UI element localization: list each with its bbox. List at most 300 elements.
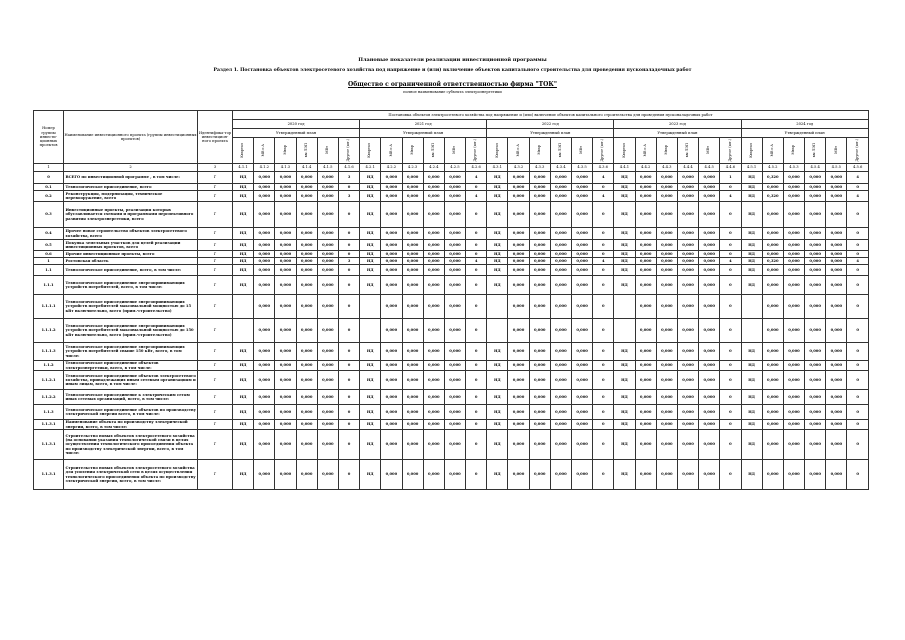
row-value: 0,000 bbox=[805, 390, 826, 405]
row-value: 0,000 bbox=[762, 240, 783, 251]
row-value: 0,000 bbox=[381, 405, 402, 420]
row-value: 0,000 bbox=[317, 361, 338, 371]
row-value: 0,000 bbox=[317, 265, 338, 276]
row-value: 0,000 bbox=[423, 420, 444, 430]
row-value: 0,000 bbox=[805, 295, 826, 319]
row-value: НД bbox=[360, 405, 381, 420]
row-value: 0,000 bbox=[805, 240, 826, 251]
table-row bbox=[34, 258, 869, 265]
row-value: 0,000 bbox=[550, 361, 571, 371]
row-value: 0 bbox=[593, 240, 614, 251]
column-number: 4.5.2 bbox=[762, 164, 783, 172]
row-value: 0 bbox=[338, 420, 359, 430]
row-value: 0,000 bbox=[656, 184, 677, 191]
row-value: НД bbox=[360, 251, 381, 258]
column-number: 4.2.2 bbox=[381, 164, 402, 172]
row-name: ВСЕГО по инвестиционной программе , в том числе: bbox=[64, 172, 198, 184]
row-value: 0,000 bbox=[677, 430, 698, 460]
row-value: 0,000 bbox=[444, 460, 465, 490]
row-value: 0,000 bbox=[656, 343, 677, 361]
row-value: НД bbox=[360, 228, 381, 240]
row-value: 0,000 bbox=[677, 319, 698, 343]
row-value: 0 bbox=[338, 390, 359, 405]
organization-name: Общество с ограниченной ответственностью фирма "ТОК" bbox=[348, 81, 557, 88]
row-value: 0,000 bbox=[444, 343, 465, 361]
row-value: 0,000 bbox=[402, 172, 423, 184]
row-value: 0,000 bbox=[783, 240, 804, 251]
row-value: 0,000 bbox=[635, 361, 656, 371]
row-id: Г bbox=[198, 251, 233, 258]
row-value: 0,000 bbox=[508, 295, 529, 319]
row-id: Г bbox=[198, 390, 233, 405]
row-value: 0,000 bbox=[783, 172, 804, 184]
row-value: 0,000 bbox=[402, 258, 423, 265]
row-value: 0,000 bbox=[783, 319, 804, 343]
row-name: Технологическое присоединение объектов по производству электрической энергии всего, в том числе: bbox=[64, 405, 198, 420]
row-value: 0 bbox=[720, 361, 741, 371]
row-value: 0 bbox=[593, 390, 614, 405]
row-name: Технологическое присоединение, всего bbox=[64, 184, 198, 191]
row-value: 0,000 bbox=[656, 251, 677, 258]
row-value: 0 bbox=[466, 295, 487, 319]
row-value: 0,000 bbox=[762, 361, 783, 371]
table-row bbox=[34, 202, 869, 228]
row-value: 0,000 bbox=[444, 420, 465, 430]
row-value: 4 bbox=[466, 258, 487, 265]
row-value: НД bbox=[233, 251, 254, 258]
row-value: НД bbox=[487, 240, 508, 251]
row-value: 0 bbox=[720, 460, 741, 490]
header-sub-label: Другое (шт.) bbox=[600, 138, 605, 162]
row-value: 0 bbox=[338, 371, 359, 390]
row-value: НД bbox=[741, 390, 762, 405]
row-value bbox=[614, 319, 635, 343]
row-value: 0 bbox=[720, 343, 741, 361]
row-value: НД bbox=[487, 202, 508, 228]
row-value: 0 bbox=[338, 343, 359, 361]
row-value: НД bbox=[614, 405, 635, 420]
row-value: 0,000 bbox=[677, 191, 698, 202]
row-value: НД bbox=[741, 258, 762, 265]
row-value: 0,000 bbox=[529, 371, 550, 390]
row-value: 0,000 bbox=[635, 184, 656, 191]
row-value: 0,000 bbox=[508, 371, 529, 390]
header-sub-label: км ЛЭП bbox=[685, 142, 690, 157]
row-value: 0,000 bbox=[317, 430, 338, 460]
row-value: 0,000 bbox=[572, 295, 593, 319]
header-sub-3 bbox=[677, 138, 698, 164]
row-value: 0,000 bbox=[529, 460, 550, 490]
row-value: 3 bbox=[338, 191, 359, 202]
column-number: 4.2.6 bbox=[466, 164, 487, 172]
column-number: 4.3.5 bbox=[572, 164, 593, 172]
row-value: 0,000 bbox=[699, 240, 720, 251]
row-value: 0,000 bbox=[783, 460, 804, 490]
header-group-no: Номер группы инвести-ционных проектов bbox=[34, 111, 64, 164]
row-value: 0,000 bbox=[572, 371, 593, 390]
row-value: 0,000 bbox=[699, 251, 720, 258]
row-value: 0,000 bbox=[275, 184, 296, 191]
header-sub-label: Другое (шт.) bbox=[854, 138, 859, 162]
row-value: 0,000 bbox=[550, 420, 571, 430]
row-value bbox=[741, 319, 762, 343]
row-value: 0,000 bbox=[444, 258, 465, 265]
row-name: Реконструкция, модернизация, техническое перевооружение, всего bbox=[64, 191, 198, 202]
row-value: 0,000 bbox=[805, 191, 826, 202]
column-number: 4.5.4 bbox=[805, 164, 826, 172]
row-value: 0,000 bbox=[275, 405, 296, 420]
row-value: 0,000 bbox=[317, 191, 338, 202]
row-value: 0,000 bbox=[317, 420, 338, 430]
row-value: 0 bbox=[847, 405, 869, 420]
header-sub-0 bbox=[487, 138, 508, 164]
row-value: 0,000 bbox=[381, 295, 402, 319]
row-value: 0,000 bbox=[444, 390, 465, 405]
row-value: 0,000 bbox=[381, 228, 402, 240]
row-value: НД bbox=[487, 191, 508, 202]
row-value: НД bbox=[360, 371, 381, 390]
row-value: 0,000 bbox=[529, 361, 550, 371]
row-value: 0 bbox=[847, 371, 869, 390]
row-value: 0,000 bbox=[699, 405, 720, 420]
row-value: 0,000 bbox=[529, 420, 550, 430]
row-value: 0 bbox=[338, 361, 359, 371]
row-value: 0,000 bbox=[296, 251, 317, 258]
row-value: 0 bbox=[593, 228, 614, 240]
row-value: 0,000 bbox=[805, 361, 826, 371]
row-name: Технологическое присоединение объектов электроэнергетики, всего, в том числе: bbox=[64, 361, 198, 371]
row-value: 0,000 bbox=[444, 430, 465, 460]
row-value: 0,000 bbox=[635, 202, 656, 228]
row-value: НД bbox=[614, 191, 635, 202]
header-sub-label: Другое (шт.) bbox=[727, 138, 732, 162]
header-sub-label: км ЛЭП bbox=[558, 142, 563, 157]
row-value: 0,000 bbox=[656, 295, 677, 319]
row-value: 0 bbox=[466, 265, 487, 276]
row-value: 0,000 bbox=[550, 258, 571, 265]
row-value: 0,000 bbox=[317, 184, 338, 191]
row-value: 0,000 bbox=[423, 319, 444, 343]
row-value: 0,000 bbox=[635, 265, 656, 276]
row-value: 0,000 bbox=[572, 202, 593, 228]
row-value: НД bbox=[614, 265, 635, 276]
column-number: 4.4.3 bbox=[656, 164, 677, 172]
row-value: НД bbox=[233, 184, 254, 191]
row-value: 0,000 bbox=[635, 251, 656, 258]
row-value: 0 bbox=[338, 265, 359, 276]
row-value: 0,000 bbox=[762, 184, 783, 191]
row-value: 0,000 bbox=[572, 390, 593, 405]
row-value: 0,000 bbox=[317, 258, 338, 265]
row-value: 0 bbox=[593, 202, 614, 228]
row-value: 0,000 bbox=[677, 276, 698, 295]
row-value: 0,000 bbox=[296, 202, 317, 228]
row-value: 0 bbox=[720, 251, 741, 258]
row-value: 0 bbox=[338, 295, 359, 319]
header-sub-0 bbox=[741, 138, 762, 164]
row-value: 0,000 bbox=[826, 319, 847, 343]
row-value: 0,000 bbox=[275, 258, 296, 265]
header-project-name: Наименование инвестиционного проекта (группы инвестиционных проектов) bbox=[64, 111, 198, 164]
column-number: 3 bbox=[198, 164, 233, 172]
row-value: 0,000 bbox=[317, 202, 338, 228]
row-value bbox=[614, 295, 635, 319]
row-value: 0 bbox=[338, 276, 359, 295]
row-value: 0,000 bbox=[805, 319, 826, 343]
row-value: 0,000 bbox=[508, 240, 529, 251]
row-value: 0,000 bbox=[656, 191, 677, 202]
row-number: 0.4 bbox=[34, 228, 64, 240]
row-value: 0 bbox=[720, 420, 741, 430]
row-value: 0,000 bbox=[550, 295, 571, 319]
header-sub-label: МВ×А bbox=[769, 143, 774, 157]
row-value: 1 bbox=[720, 172, 741, 184]
row-value: 0,000 bbox=[699, 295, 720, 319]
header-plan: Утвержденный план bbox=[360, 129, 487, 138]
row-name: Технологическое присоединение объектов электросетевого хозяйства, принадлежащих иным сетевым организациям и иным лицам, всего, в том числе: bbox=[64, 371, 198, 390]
row-value: 0 bbox=[847, 361, 869, 371]
row-value: НД bbox=[741, 184, 762, 191]
row-value: НД bbox=[233, 343, 254, 361]
row-id: Г bbox=[198, 184, 233, 191]
row-value: НД bbox=[360, 191, 381, 202]
row-value: 0,000 bbox=[254, 265, 275, 276]
column-number: 4.1.4 bbox=[296, 164, 317, 172]
row-name: Технологическое присоединение энергопринимающих устройств потребителей, всего, в том числе: bbox=[64, 276, 198, 295]
row-value: 0,000 bbox=[572, 265, 593, 276]
row-value: 0,000 bbox=[254, 343, 275, 361]
row-value: 0,000 bbox=[254, 202, 275, 228]
row-value: 0,000 bbox=[508, 202, 529, 228]
row-number: 0.5 bbox=[34, 240, 64, 251]
row-value: 0,000 bbox=[826, 202, 847, 228]
row-value: 0,000 bbox=[783, 361, 804, 371]
row-value: НД bbox=[233, 361, 254, 371]
header-sub-3 bbox=[423, 138, 444, 164]
row-value: 0,000 bbox=[254, 258, 275, 265]
row-value: 0,000 bbox=[635, 405, 656, 420]
row-value: 0 bbox=[338, 460, 359, 490]
row-value: 0 bbox=[720, 228, 741, 240]
row-value: 0,000 bbox=[423, 258, 444, 265]
row-number: 1.1.3.1 bbox=[34, 420, 64, 430]
row-value: 0,000 bbox=[699, 371, 720, 390]
row-value: 3 bbox=[338, 258, 359, 265]
header-sub-5 bbox=[466, 138, 487, 164]
row-value: 0,000 bbox=[677, 343, 698, 361]
row-value: 0,000 bbox=[296, 265, 317, 276]
row-value: 0,000 bbox=[826, 430, 847, 460]
row-value: НД bbox=[741, 251, 762, 258]
row-value: 4 bbox=[466, 172, 487, 184]
row-value: 0,000 bbox=[826, 420, 847, 430]
row-name: Технологическое присоединение, всего, в том числе: bbox=[64, 265, 198, 276]
row-value: 0,000 bbox=[423, 276, 444, 295]
row-value: НД bbox=[741, 240, 762, 251]
row-value: 0,000 bbox=[550, 405, 571, 420]
row-value: 0,000 bbox=[572, 460, 593, 490]
investment-program-table bbox=[33, 110, 869, 490]
row-value: 0,000 bbox=[508, 361, 529, 371]
row-value: 0,000 bbox=[550, 228, 571, 240]
row-value: 0,000 bbox=[508, 172, 529, 184]
organization-caption: полное наименование субъекта электроэнергетики bbox=[403, 90, 502, 94]
row-value: 0,000 bbox=[402, 202, 423, 228]
row-value: 0 bbox=[466, 319, 487, 343]
row-value: 0 bbox=[593, 184, 614, 191]
row-value: НД bbox=[233, 405, 254, 420]
row-value: 0,000 bbox=[572, 405, 593, 420]
row-value: 0,000 bbox=[402, 430, 423, 460]
header-sub-5 bbox=[720, 138, 741, 164]
header-sub-label: км ЛЭП bbox=[303, 142, 308, 157]
row-value: 0,000 bbox=[762, 343, 783, 361]
row-value: 0 bbox=[593, 265, 614, 276]
table-row bbox=[34, 343, 869, 361]
column-number: 4.5.6 bbox=[847, 164, 869, 172]
row-value: 0,000 bbox=[254, 405, 275, 420]
header-plan: Утвержденный план bbox=[741, 129, 868, 138]
table-row bbox=[34, 276, 869, 295]
row-value: 4 bbox=[593, 258, 614, 265]
row-value: 0,000 bbox=[762, 276, 783, 295]
row-value: НД bbox=[233, 172, 254, 184]
column-number: 4.4.5 bbox=[699, 164, 720, 172]
row-value: НД bbox=[233, 191, 254, 202]
row-value: НД bbox=[614, 276, 635, 295]
row-value: 0 bbox=[847, 184, 869, 191]
row-value: НД bbox=[233, 240, 254, 251]
column-number: 4.4.6 bbox=[720, 164, 741, 172]
row-value: 0,000 bbox=[402, 276, 423, 295]
row-value: 0,000 bbox=[317, 251, 338, 258]
row-value: НД bbox=[233, 276, 254, 295]
row-value: 0,000 bbox=[699, 460, 720, 490]
row-value: 0,000 bbox=[529, 265, 550, 276]
row-value: 0 bbox=[720, 371, 741, 390]
row-value: 0,000 bbox=[572, 191, 593, 202]
row-value: 0,000 bbox=[826, 258, 847, 265]
row-value: НД bbox=[614, 371, 635, 390]
row-value: 0,000 bbox=[699, 228, 720, 240]
row-value: 0,000 bbox=[656, 430, 677, 460]
row-value: 0,000 bbox=[550, 390, 571, 405]
row-value bbox=[487, 295, 508, 319]
row-value: НД bbox=[360, 202, 381, 228]
header-sub-label: МВ×А bbox=[261, 143, 266, 157]
row-value: 0,000 bbox=[677, 371, 698, 390]
row-value: 0,000 bbox=[381, 184, 402, 191]
row-value: НД bbox=[614, 420, 635, 430]
header-project-id: Идентифика-тор инвестицион-ного проекта bbox=[198, 111, 233, 164]
row-value: 0,000 bbox=[805, 258, 826, 265]
row-value: 0 bbox=[720, 202, 741, 228]
row-value: 0,000 bbox=[423, 405, 444, 420]
row-value: 0,000 bbox=[677, 240, 698, 251]
header-sub-1 bbox=[508, 138, 529, 164]
row-value: 0,320 bbox=[762, 172, 783, 184]
row-value: 0,000 bbox=[275, 172, 296, 184]
row-id: Г bbox=[198, 172, 233, 184]
row-value: НД bbox=[741, 343, 762, 361]
row-value: 4 bbox=[593, 191, 614, 202]
row-value: 0,000 bbox=[550, 276, 571, 295]
row-value: 0,000 bbox=[423, 191, 444, 202]
row-value: 0,000 bbox=[572, 319, 593, 343]
row-value: НД bbox=[487, 460, 508, 490]
row-value: 0 bbox=[593, 251, 614, 258]
row-value: 0,000 bbox=[572, 172, 593, 184]
row-value: 0,000 bbox=[275, 251, 296, 258]
row-value: 0,000 bbox=[762, 430, 783, 460]
table-row bbox=[34, 184, 869, 191]
row-name: Технологическое присоединение энергопринимающих устройств потребителей максимальной мощностью до 150 кВт включительно, всего (прим.-строительство) bbox=[64, 319, 198, 343]
row-value: 0,000 bbox=[635, 371, 656, 390]
row-value: 0,000 bbox=[296, 420, 317, 430]
row-name: Ростовская область bbox=[64, 258, 198, 265]
row-value: 4 bbox=[847, 172, 869, 184]
row-value: 0,000 bbox=[254, 430, 275, 460]
header-sub-label: км ЛЭП bbox=[812, 142, 817, 157]
header-sub-4 bbox=[572, 138, 593, 164]
row-value: НД bbox=[487, 371, 508, 390]
row-value: 0,000 bbox=[254, 240, 275, 251]
row-value bbox=[741, 295, 762, 319]
row-value: 0,000 bbox=[508, 228, 529, 240]
row-value: 0 bbox=[466, 390, 487, 405]
row-value: 0 bbox=[466, 361, 487, 371]
row-value: 0,000 bbox=[762, 202, 783, 228]
row-value: НД bbox=[487, 361, 508, 371]
row-value: 0,000 bbox=[762, 228, 783, 240]
header-sub-2 bbox=[656, 138, 677, 164]
row-value: 0,000 bbox=[444, 276, 465, 295]
row-value: 0,000 bbox=[381, 420, 402, 430]
row-value: 0,000 bbox=[572, 258, 593, 265]
row-value: 0,000 bbox=[783, 343, 804, 361]
row-value: НД bbox=[487, 276, 508, 295]
row-value: 0,000 bbox=[444, 405, 465, 420]
header-sub-1 bbox=[254, 138, 275, 164]
row-value: 0,000 bbox=[381, 251, 402, 258]
row-value: 0,000 bbox=[635, 228, 656, 240]
row-value: 0,000 bbox=[826, 191, 847, 202]
row-value: 0,000 bbox=[381, 202, 402, 228]
row-value: 0,000 bbox=[508, 343, 529, 361]
row-value: 0,000 bbox=[296, 319, 317, 343]
row-value: 0,000 bbox=[296, 191, 317, 202]
row-value: 0,000 bbox=[423, 371, 444, 390]
row-value: 0,000 bbox=[317, 405, 338, 420]
row-value: НД bbox=[233, 390, 254, 405]
row-value: НД bbox=[360, 276, 381, 295]
row-value: 0 bbox=[338, 228, 359, 240]
column-number: 4.4.4 bbox=[677, 164, 698, 172]
row-value: 0,000 bbox=[572, 251, 593, 258]
header-year: 2021 год bbox=[360, 120, 487, 129]
row-id: Г bbox=[198, 240, 233, 251]
row-value: 0,000 bbox=[529, 430, 550, 460]
row-value: НД bbox=[360, 361, 381, 371]
row-value: 0,000 bbox=[635, 191, 656, 202]
header-sub-label: Квартал bbox=[621, 142, 626, 158]
row-value: 0,000 bbox=[444, 184, 465, 191]
row-value: НД bbox=[614, 343, 635, 361]
row-value: НД bbox=[741, 361, 762, 371]
row-value: 0,000 bbox=[783, 276, 804, 295]
row-value: 0,000 bbox=[508, 191, 529, 202]
header-year: 2024 год bbox=[741, 120, 868, 129]
